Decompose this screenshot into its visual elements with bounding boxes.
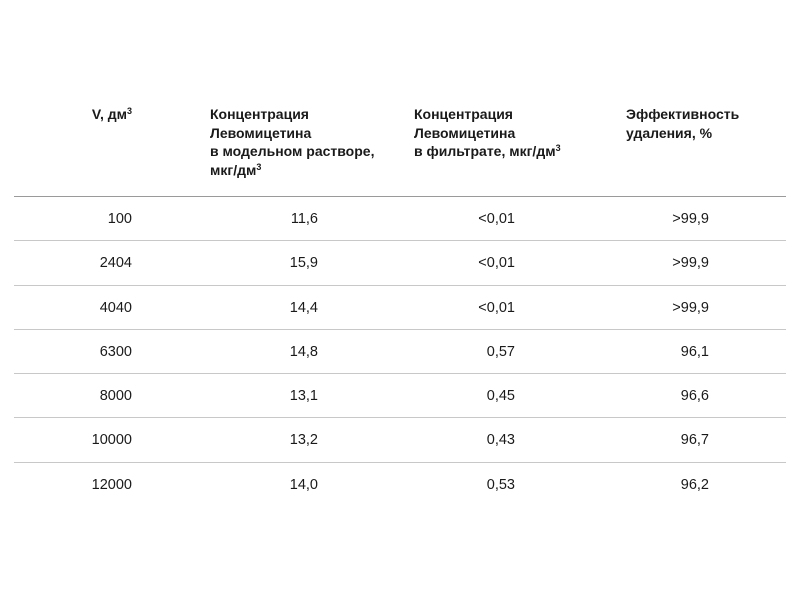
cell-model-concentration: 14,4 — [289, 299, 318, 316]
cell-model-concentration: 13,1 — [289, 388, 318, 405]
cell-volume: 100 — [107, 211, 132, 227]
cell-filtrate-concentration: 0,43 — [486, 432, 515, 449]
cell-filtrate-concentration: <0,01 — [478, 299, 515, 316]
cell-filtrate-concentration: 0,57 — [486, 343, 515, 360]
table-row — [14, 463, 786, 507]
cell-filtrate-concentration: <0,01 — [478, 255, 515, 272]
cell-model-concentration: 14,8 — [289, 343, 318, 360]
cell-removal-efficiency: >99,9 — [672, 255, 709, 272]
cell-volume: 10000 — [91, 432, 132, 449]
header-volume: V, $дм^3$ — [91, 106, 132, 122]
header-filtrate-concentration: Концентрация Левомицетина в фильтрате, мкг/$дм^3$ — [414, 106, 561, 159]
header-removal-efficiency: Эффективность удаления, % — [626, 106, 740, 141]
cell-removal-efficiency: >99,9 — [672, 299, 709, 316]
table-row — [14, 374, 786, 418]
table-row — [14, 330, 786, 374]
table-header — [14, 0, 786, 197]
table-row — [14, 241, 786, 285]
table-row — [14, 418, 786, 462]
cell-volume: 2404 — [99, 255, 132, 272]
cell-model-concentration: 13,2 — [289, 432, 318, 449]
cell-volume: 12000 — [91, 476, 132, 493]
cell-volume: 4040 — [99, 299, 132, 316]
cell-removal-efficiency: 96,2 — [680, 476, 709, 493]
cell-volume: 8000 — [99, 388, 132, 405]
cell-model-concentration: 15,9 — [289, 255, 318, 272]
cell-removal-efficiency: 96,1 — [680, 343, 709, 360]
cell-filtrate-concentration: 0,53 — [486, 476, 515, 493]
cell-removal-efficiency: 96,7 — [680, 432, 709, 449]
cell-volume: 6300 — [99, 343, 132, 360]
cell-filtrate-concentration: 0,45 — [486, 388, 515, 405]
cell-removal-efficiency: >99,9 — [672, 211, 709, 227]
table-row — [14, 286, 786, 330]
header-model-concentration: Концентрация Левомицетина в модельном растворе, мкг/$дм^3$ — [210, 106, 375, 178]
cell-removal-efficiency: 96,6 — [680, 388, 709, 405]
cell-model-concentration: 11,6 — [290, 211, 318, 227]
data-table — [14, 0, 786, 507]
cell-model-concentration: 14,0 — [289, 476, 318, 493]
table-row — [14, 197, 786, 241]
cell-filtrate-concentration: <0,01 — [478, 211, 515, 227]
